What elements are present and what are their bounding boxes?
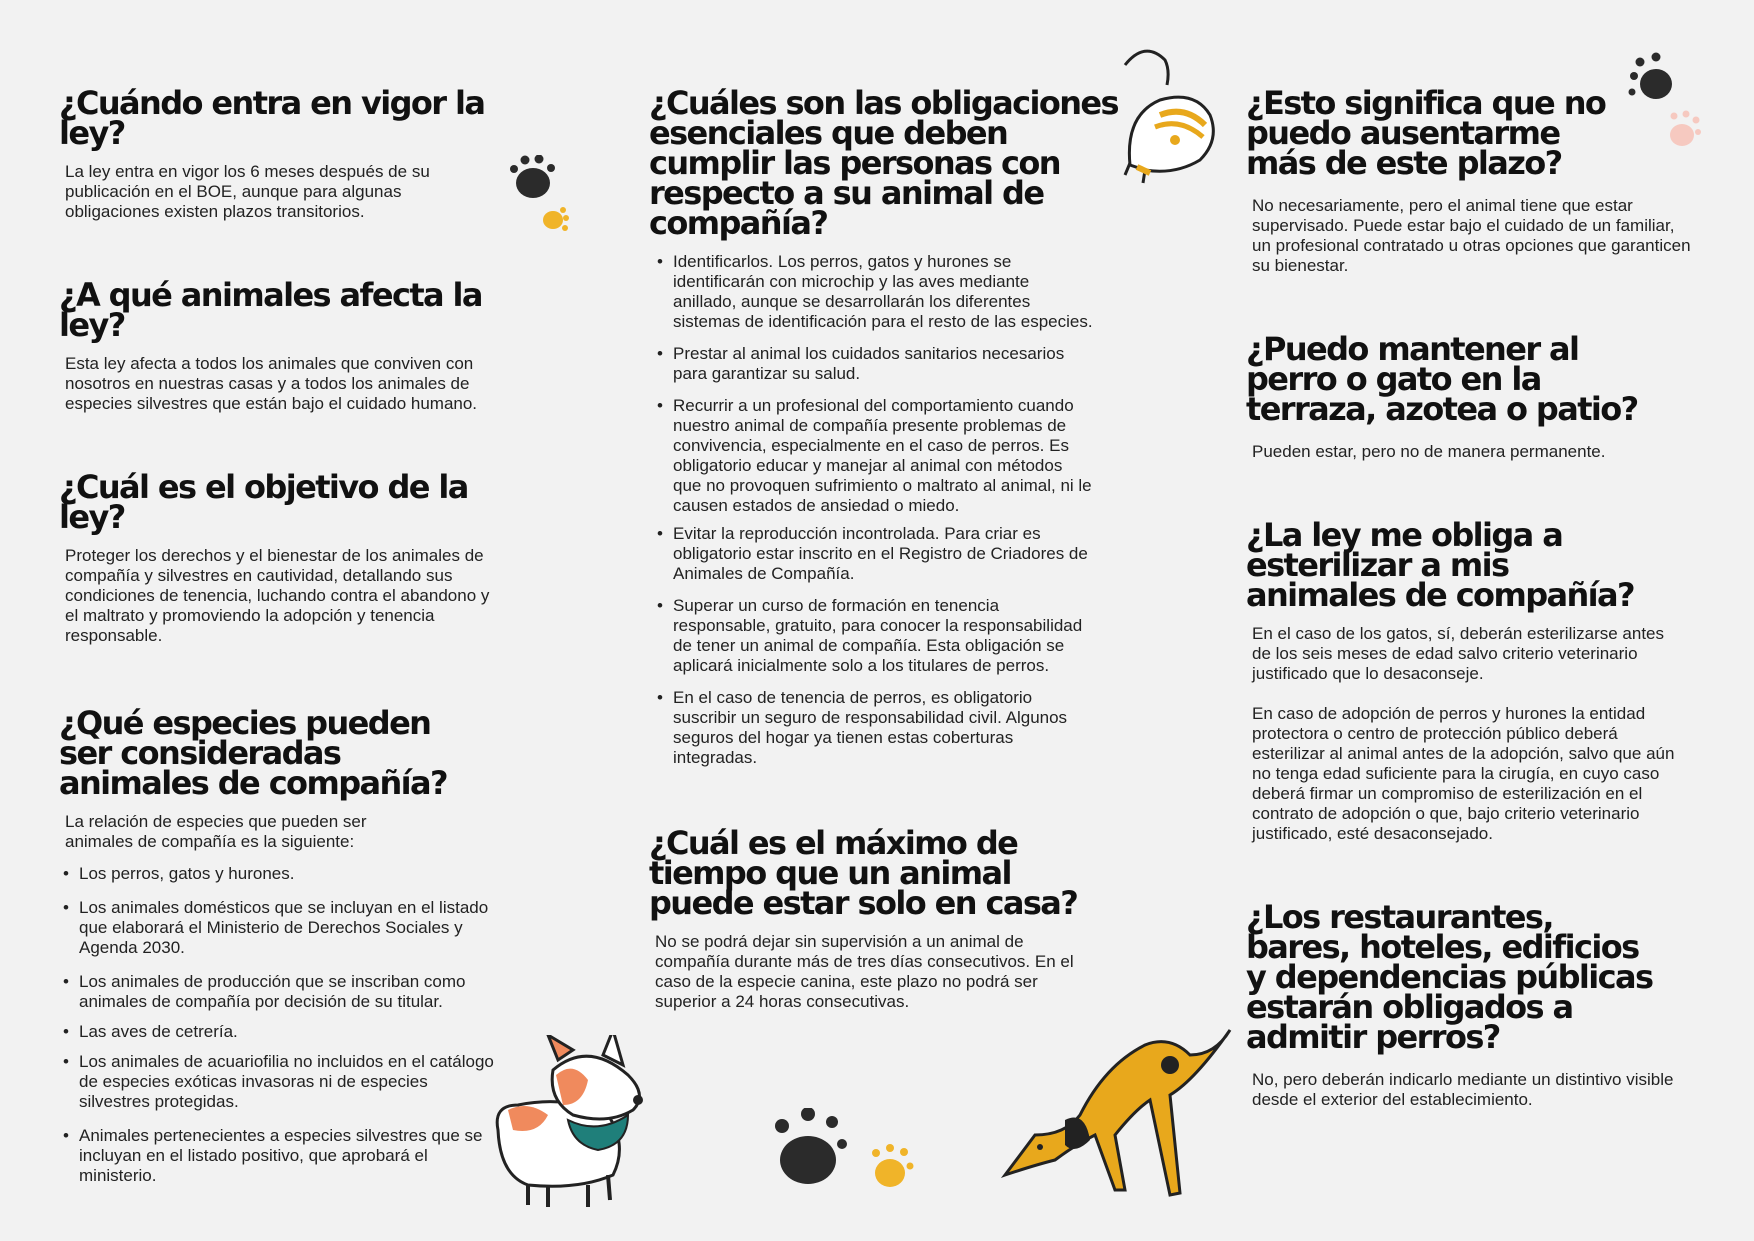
paw-prints-icon xyxy=(1620,52,1720,157)
heading-a-que-animales: ¿A qué animales afecta la ley? xyxy=(59,276,482,344)
heading-ausentarme: ¿Esto significa que no puedo ausentarme más de este plazo? xyxy=(1246,84,1606,182)
list-item: • Recurrir a un profesional del comportamiento cuando nuestro animal de compañía presente problemas de convivencia, especialmente en el caso de perros. Es obligatorio educar y manejar al animal con métodos que no provoquen sufrimiento o maltrato al animal, ni le causen estados de ansiedad o miedo. xyxy=(653,396,1093,516)
list-item: • Los animales de acuariofilia no incluidos en el catálogo de especies exóticas invasoras ni de especies silvestres protegidas. xyxy=(59,1052,499,1112)
list-item: • Identificarlos. Los perros, gatos y hurones se identificarán con microchip y las aves mediante anillado, aunque se desarrollarán los diferentes sistemas de identificación para el resto de las especies. xyxy=(653,252,1093,332)
list-item: • Los animales domésticos que se incluyan en el listado que elaborará el Ministerio de Derechos Sociales y Agenda 2030. xyxy=(59,898,499,958)
yellow-dog-illustration-icon xyxy=(995,1025,1235,1205)
heading-maximo-tiempo: ¿Cuál es el máximo de tiempo que un animal puede estar solo en casa? xyxy=(649,824,1078,922)
heading-que-especies: ¿Qué especies pueden ser consideradas animales de compañía? xyxy=(59,704,447,802)
body-a-que-animales: Esta ley afecta a todos los animales que conviven con nosotros en nuestras casas y a todos los animales de especies silvestres que están bajo el cuidado humano. xyxy=(65,354,478,413)
heading-cuando-entra-vigor: ¿Cuándo entra en vigor la ley? xyxy=(59,84,485,152)
heading-terraza: ¿Puedo mantener al perro o gato en la terraza, azotea o patio? xyxy=(1246,330,1638,428)
list-item: • Evitar la reproducción incontrolada. Para criar es obligatorio estar inscrito en el Registro de Criadores de Animales de Compañía. xyxy=(653,524,1093,584)
heading-esterilizar: ¿La ley me obliga a esterilizar a mis animales de compañía? xyxy=(1246,516,1634,614)
body-objetivo-ley: Proteger los derechos y el bienestar de los animales de compañía y silvestres en cautividad, detallando sus condiciones de tenencia, luchando contra el abandono y el maltrato y promoviendo la adopción y tenencia responsable. xyxy=(65,546,490,645)
body-terraza: Pueden estar, pero no de manera permanente. xyxy=(1252,442,1606,461)
intro-que-especies: La relación de especies que pueden ser animales de compañía es la siguiente: xyxy=(65,812,367,851)
list-item: • Animales pertenecientes a especies silvestres que se incluyan en el listado positivo, que aprobará el ministerio. xyxy=(59,1126,499,1186)
paw-prints-icon xyxy=(770,1108,920,1208)
list-especies xyxy=(59,864,499,1186)
body-cuando-entra-vigor: La ley entra en vigor los 6 meses después de su publicación en el BOE, aunque para algunas obligaciones existen plazos transitorios. xyxy=(65,162,430,221)
list-item: • Prestar al animal los cuidados sanitarios necesarios para garantizar su salud. xyxy=(653,344,1093,384)
body-restaurantes: No, pero deberán indicarlo mediante un distintivo visible desde el exterior del establecimiento. xyxy=(1252,1070,1674,1109)
list-item: • Las aves de cetrería. xyxy=(59,1022,499,1042)
list-item: • En el caso de tenencia de perros, es obligatorio suscribir un seguro de responsabilidad civil. Algunos seguros del hogar ya tienen estas coberturas integradas. xyxy=(653,688,1093,768)
list-item: • Los animales de producción que se inscriban como animales de compañía por decisión de su titular. xyxy=(59,972,499,1012)
right-column xyxy=(1246,84,1691,1110)
list-item: • Los perros, gatos y hurones. xyxy=(59,864,499,884)
body-maximo-tiempo: No se podrá dejar sin supervisión a un animal de compañía durante más de tres días consecutivos. En el caso de la especie canina, este plazo no podrá ser superior a 24 horas consecutivas. xyxy=(655,932,1074,1011)
corgi-dog-illustration-icon xyxy=(488,1035,668,1215)
left-column xyxy=(59,84,499,1186)
cat-illustration-icon xyxy=(1115,45,1225,185)
heading-objetivo-ley: ¿Cuál es el objetivo de la ley? xyxy=(59,468,468,536)
list-obligaciones xyxy=(653,252,1093,768)
body-esterilizar-gatos: En el caso de los gatos, sí, deberán esterilizarse antes de los seis meses de edad salvo criterio veterinario justificado que lo desaconseje. xyxy=(1252,624,1665,683)
heading-restaurantes: ¿Los restaurantes, bares, hoteles, edificios y dependencias públicas estarán obligados a admitir perros? xyxy=(1246,898,1653,1056)
middle-column xyxy=(649,84,1118,1012)
list-item: • Superar un curso de formación en tenencia responsable, gratuito, para conocer la responsabilidad de tener un animal de compañía. Esta obligación se aplicará inicialmente solo a los titulares de perros. xyxy=(653,596,1093,676)
body-ausentarme: No necesariamente, pero el animal tiene que estar supervisado. Puede estar bajo el cuidado de un familiar, un profesional contratado u otras opciones que garanticen su bienestar. xyxy=(1252,196,1691,275)
body-esterilizar-perros: En caso de adopción de perros y hurones la entidad protectora o centro de protección público deberá esterilizar al animal antes de la adopción, salvo que aún no tenga edad suficiente para la cirugía, en cuyo caso deberá firmar un compromiso de esterilización en el contrato de adopción o que, bajo criterio veterinario justificado, esté desaconsejado. xyxy=(1252,704,1675,843)
paw-prints-icon xyxy=(505,155,575,240)
heading-obligaciones: ¿Cuáles son las obligaciones esenciales que deben cumplir las personas con respecto a su animal de compañía? xyxy=(649,84,1118,242)
